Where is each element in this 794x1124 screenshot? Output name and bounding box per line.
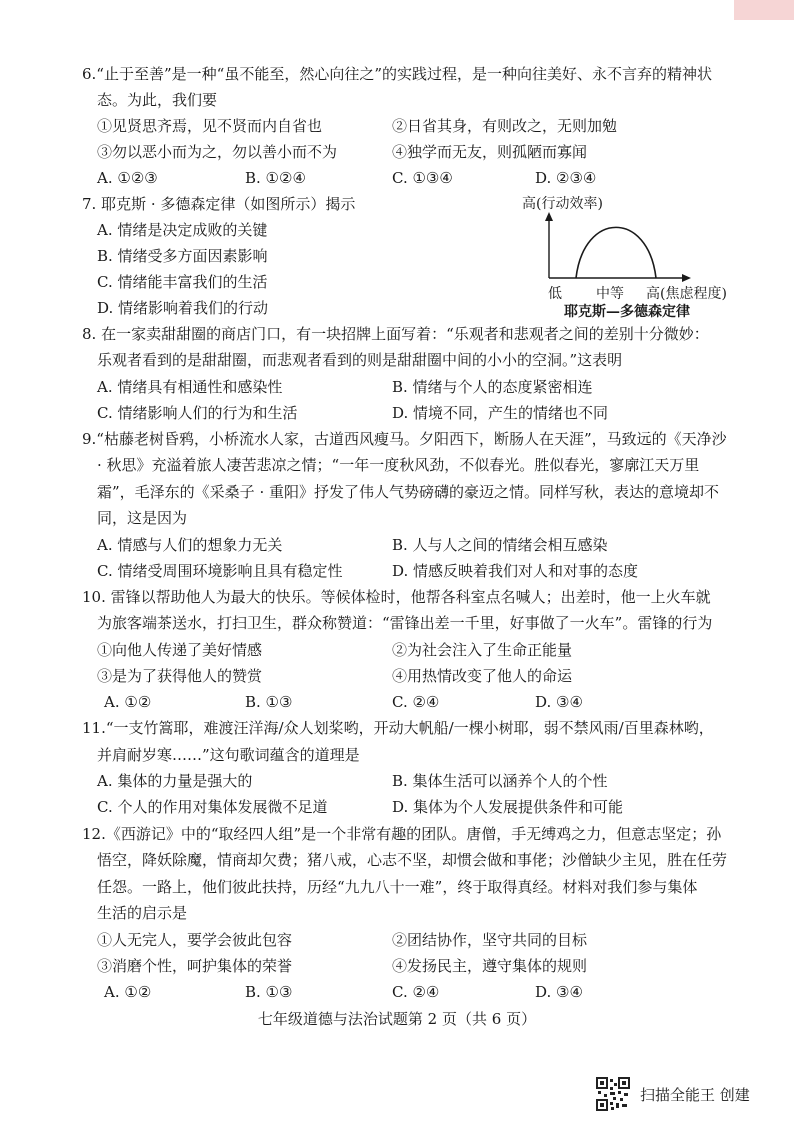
q12-statement-3: ③消磨个性，呵护集体的荣誉 — [97, 957, 293, 975]
chart-x-high: 高(焦虑程度) — [646, 286, 727, 302]
q11-stem-line-2: 并肩耐岁寒……”这句歌词蕴含的道理是 — [97, 746, 360, 764]
q6-stem-line-1: 6.“止于至善”是一种“虽不能至，然心向往之”的实践过程，是一种向往美好、永不言弃的精神状 — [82, 65, 712, 83]
chart-caption: 耶克斯—多德森定律 — [564, 304, 690, 320]
q6-option-b: B. ①②④ — [245, 169, 306, 187]
q9-stem-line-1: 9.“枯藤老树昏鸦，小桥流水人家，古道西风瘦马。夕阳西下，断肠人在天涯”，马致远的《天净沙 — [82, 430, 727, 448]
q11-option-a: A. 集体的力量是强大的 — [97, 772, 253, 790]
q8-option-c: C. 情绪影响人们的行为和生活 — [97, 404, 298, 422]
q12-option-b: B. ①③ — [245, 983, 293, 1001]
q12-statement-4: ④发扬民主，遵守集体的规则 — [392, 957, 588, 975]
q9-option-c: C. 情绪受周围环境影响且具有稳定性 — [97, 562, 343, 580]
q10-statement-3: ③是为了获得他人的赞赏 — [97, 667, 263, 685]
q7-option-c: C. 情绪能丰富我们的生活 — [97, 273, 268, 291]
q6-option-a: A. ①②③ — [97, 169, 158, 187]
q6-option-c: C. ①③④ — [392, 169, 453, 187]
chart-y-arrow — [545, 212, 553, 221]
q11-stem-line-1: 11.“一支竹篙耶，难渡汪洋海/众人划桨哟，开动大帆船/一棵小树耶，弱不禁风雨/百里森林哟， — [82, 719, 714, 737]
q6-statement-4: ④独学而无友，则孤陋而寡闻 — [392, 143, 588, 161]
chart-x-mid: 中等 — [596, 286, 624, 302]
scanner-watermark — [596, 1076, 750, 1112]
yerkes-dodson-chart — [522, 192, 756, 322]
q6-statement-1: ①见贤思齐焉，见不贤而内自省也 — [97, 117, 323, 135]
q9-stem-line-3: 霜”，毛泽东的《采桑子 · 重阳》抒发了伟人气势磅礴的豪迈之情。同样写秋，表达的意境却不 — [97, 483, 719, 501]
chart-ylabel: 高(行动效率) — [522, 196, 603, 212]
chart-x-arrow — [682, 274, 691, 282]
q12-stem-line-3: 任怨。一路上，他们彼此扶持，历经“九九八十一难”，终于取得真经。材料对我们参与集体 — [97, 878, 698, 896]
q6-statement-2: ②日省其身，有则改之，无则加勉 — [392, 117, 618, 135]
q6-statement-3: ③勿以恶小而为之，勿以善小而不为 — [97, 143, 338, 161]
q9-stem-line-4: 同，这是因为 — [97, 509, 188, 527]
q10-statement-2: ②为社会注入了生命正能量 — [392, 641, 573, 659]
corner-mark — [734, 0, 794, 20]
q12-option-a: A. ①② — [104, 983, 152, 1001]
chart-inverted-u-curve — [576, 227, 656, 278]
q9-option-d: D. 情感反映着我们对人和对事的态度 — [392, 562, 639, 580]
q12-stem-line-1: 12.《西游记》中的“取经四人组”是一个非常有趣的团队。唐僧，手无缚鸡之力，但意志坚定；孙 — [82, 825, 722, 843]
q12-statement-1: ①人无完人，要学会彼此包容 — [97, 931, 293, 949]
q9-stem-line-2: · 秋思》充溢着旅人凄苦悲凉之情；“一年一度秋风劲，不似春光。胜似春光，寥廓江天万里 — [97, 456, 700, 474]
q8-option-a: A. 情绪具有相通性和感染性 — [97, 378, 283, 396]
q9-option-b: B. 人与人之间的情绪会相互感染 — [392, 536, 608, 554]
q12-stem-line-4: 生活的启示是 — [97, 904, 188, 922]
q12-stem-line-2: 悟空，降妖除魔，情商却欠费；猪八戒，心志不坚，却惯会做和事佬；沙僧缺少主见，胜在任劳 — [97, 851, 728, 869]
q10-option-b: B. ①③ — [245, 693, 293, 711]
q10-statement-4: ④用热情改变了他人的命运 — [392, 667, 573, 685]
q10-option-a: A. ①② — [104, 693, 152, 711]
q8-stem-line-1: 8. 在一家卖甜甜圈的商店门口，有一块招牌上面写着：“乐观者和悲观者之间的差别十分微妙： — [82, 325, 709, 343]
q9-option-a: A. 情感与人们的想象力无关 — [97, 536, 283, 554]
q6-option-d: D. ②③④ — [535, 169, 597, 187]
q8-option-d: D. 情境不同，产生的情绪也不同 — [392, 404, 609, 422]
q11-option-d: D. 集体为个人发展提供条件和可能 — [392, 798, 624, 816]
chart-x-low: 低 — [548, 286, 562, 302]
q12-option-c: C. ②④ — [392, 983, 440, 1001]
q10-stem-line-2: 为旅客端茶送水，打扫卫生，群众称赞道：“雷锋出差一千里，好事做了一火车”。雷锋的行为 — [97, 614, 713, 632]
q10-statement-1: ①向他人传递了美好情感 — [97, 641, 263, 659]
q10-option-d: D. ③④ — [535, 693, 583, 711]
q8-option-b: B. 情绪与个人的态度紧密相连 — [392, 378, 593, 396]
scanner-app-label: 扫描全能王 创建 — [640, 1085, 750, 1104]
q7-option-d: D. 情绪影响着我们的行动 — [97, 299, 269, 317]
q6-stem-line-2: 态。为此，我们要 — [97, 91, 218, 109]
q8-stem-line-2: 乐观者看到的是甜甜圈，而悲观者看到的则是甜甜圈中间的小小的空洞。”这表明 — [97, 351, 623, 369]
q12-statement-2: ②团结协作，坚守共同的目标 — [392, 931, 588, 949]
q11-option-c: C. 个人的作用对集体发展微不足道 — [97, 798, 328, 816]
page-footer: 七年级道德与法治试题第 2 页（共 6 页） — [257, 1010, 537, 1028]
q10-option-c: C. ②④ — [392, 693, 440, 711]
q12-option-d: D. ③④ — [535, 983, 583, 1001]
q11-option-b: B. 集体生活可以涵养个人的个性 — [392, 772, 608, 790]
q7-stem-line-1: 7. 耶克斯 · 多德森定律（如图所示）揭示 — [82, 195, 356, 213]
q7-option-a: A. 情绪是决定成败的关键 — [97, 221, 268, 239]
qr-code-icon — [596, 1077, 630, 1111]
q7-option-b: B. 情绪受多方面因素影响 — [97, 247, 268, 265]
q10-stem-line-1: 10. 雷锋以帮助他人为最大的快乐。等候体检时，他帮各科室点名喊人；出差时，他一上火车就 — [82, 588, 711, 606]
